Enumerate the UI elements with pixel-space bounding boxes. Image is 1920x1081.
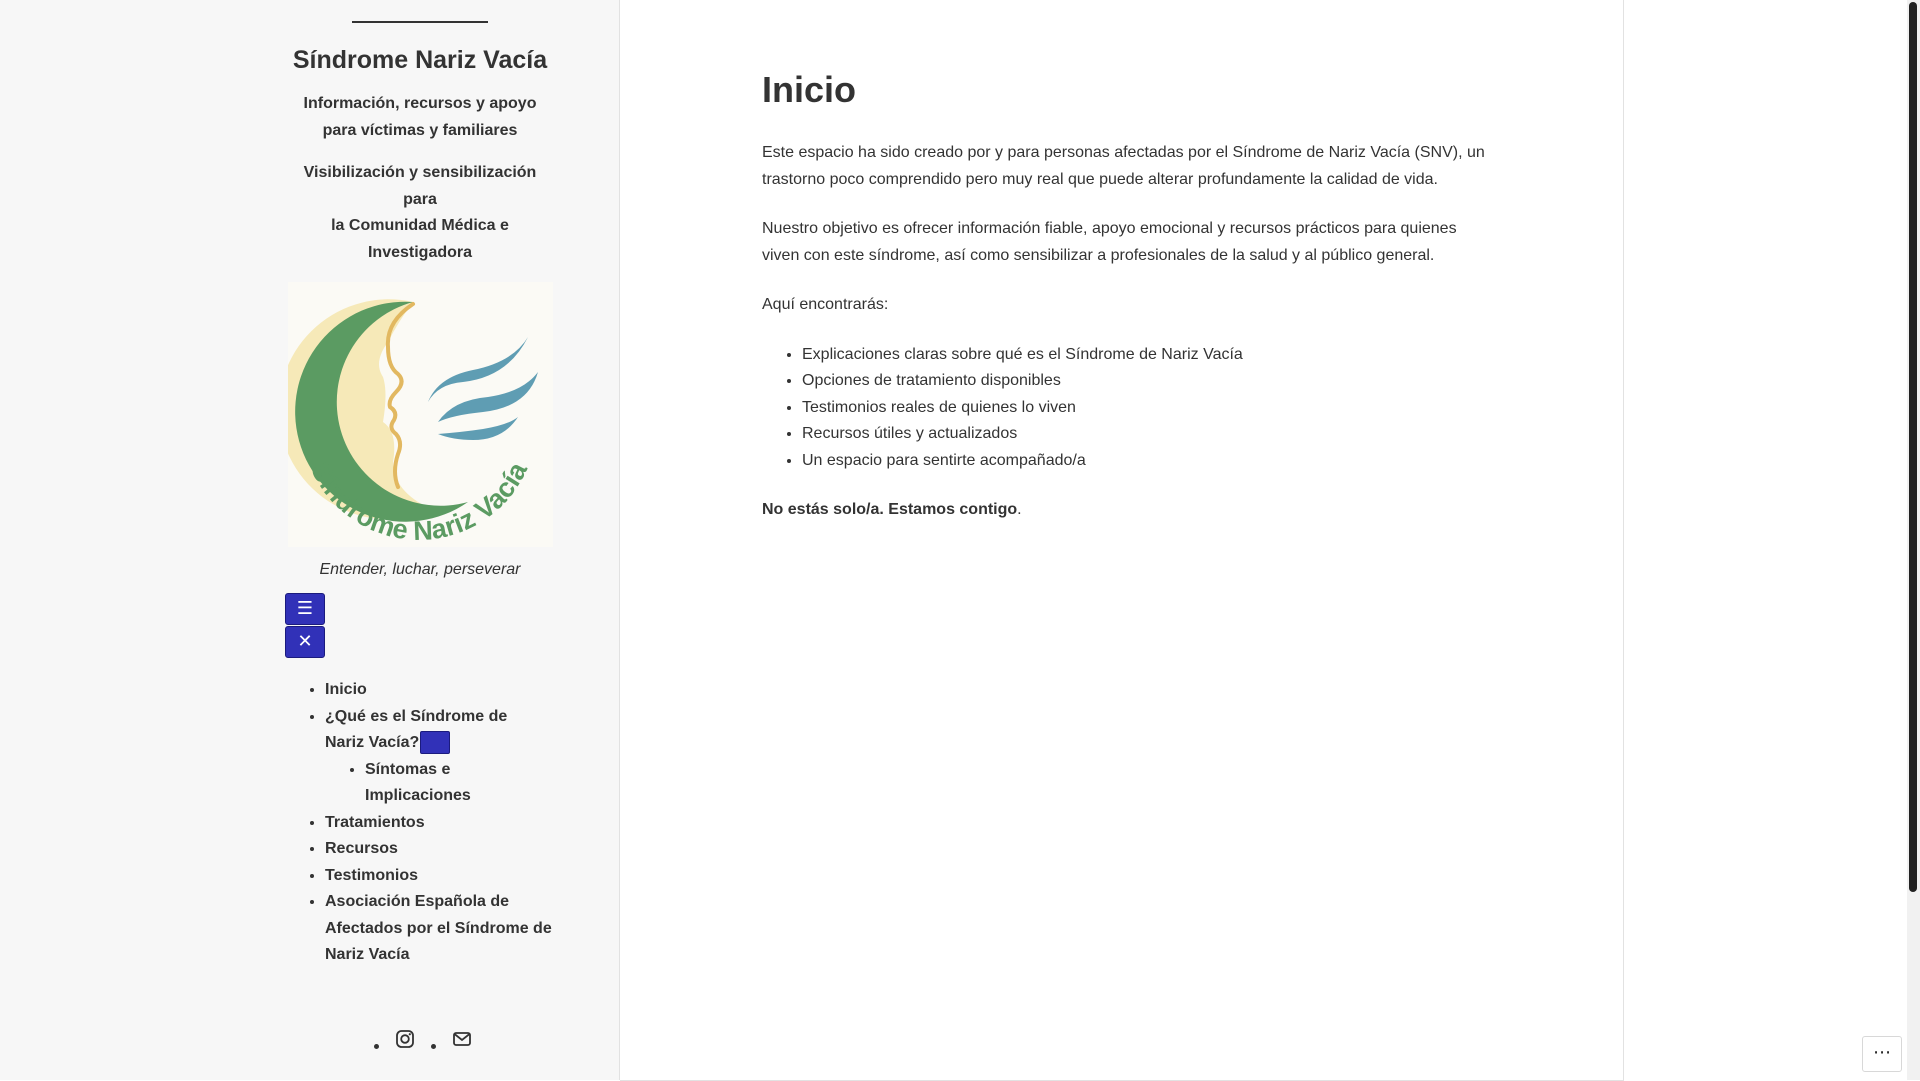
subtitle-line: Investigadora xyxy=(367,243,473,261)
closing-paragraph xyxy=(762,497,1492,524)
list-item: • Recursos útiles y actualizados xyxy=(802,421,1492,448)
site-subtitle xyxy=(285,160,555,266)
tagline-line: para víctimas y familiares xyxy=(322,122,518,139)
main-content xyxy=(620,0,1624,1081)
paragraph-line: viven con este síndrome, así como sensibilizar a profesionales de la salud y al público general. xyxy=(762,246,1435,264)
subtitle-line: la Comunidad Médica e xyxy=(331,217,509,234)
scrollbar-thumb[interactable] xyxy=(1909,2,1917,892)
site-logo[interactable] xyxy=(288,282,553,547)
mail-icon[interactable] xyxy=(452,1029,472,1054)
nav-item-recursos[interactable] xyxy=(325,836,565,863)
menu-buttons xyxy=(285,593,325,659)
list-item: • Explicaciones claras sobre qué es el Síndrome de Nariz Vacía xyxy=(802,342,1492,369)
nav-link-line: Implicaciones xyxy=(365,787,471,804)
closing-bold: No estás solo/a. Estamos contigo xyxy=(762,501,1018,519)
submenu-toggle-button[interactable] xyxy=(420,731,450,754)
nav-link[interactable] xyxy=(325,893,552,963)
nav-link-line: Nariz Vacía xyxy=(325,946,410,963)
page-title: Inicio xyxy=(762,69,857,110)
list-item: • Opciones de tratamiento disponibles xyxy=(802,368,1492,395)
nav-link-line: Nariz Vacía? xyxy=(325,734,420,751)
nav-link[interactable]: Inicio xyxy=(325,681,367,698)
paragraph-line: trastorno poco comprendido pero muy real que puede alterar profundamente la calidad de vida. xyxy=(762,170,1438,188)
intro-paragraph xyxy=(762,140,1492,193)
logo-text: Síndrome Nariz Vacía xyxy=(304,457,533,547)
paragraph-line: Nuestro objetivo es ofrecer información fiable, apoyo emocional y recursos prácticos para quienes xyxy=(762,220,1457,238)
nav-item-sintomas[interactable] xyxy=(365,757,565,810)
list-item: • Testimonios reales de quienes lo viven xyxy=(802,395,1492,422)
nav-link[interactable]: Testimonios xyxy=(325,866,419,884)
nav-item-testimonios[interactable] xyxy=(325,863,565,890)
site-title[interactable]: Síndrome Nariz Vacía xyxy=(292,46,548,74)
breath-flame xyxy=(438,417,518,440)
nav-item-inicio[interactable] xyxy=(325,677,565,704)
nav-link-line: ¿Qué es el Síndrome de xyxy=(325,707,508,725)
site-motto: Entender, luchar, perseverar xyxy=(319,561,521,578)
menu-open-button[interactable]: ☰ xyxy=(285,593,325,625)
nav-link[interactable] xyxy=(365,761,471,805)
menu-close-button[interactable]: ✕ xyxy=(285,626,325,658)
list-item: • Un espacio para sentirte acompañado/a xyxy=(802,448,1492,475)
subtitle-line: Visibilización y sensibilización para xyxy=(303,164,537,208)
nav-link[interactable]: Recursos xyxy=(325,840,398,857)
sidebar xyxy=(0,0,620,1080)
paragraph-line: Este espacio ha sido creado por y para personas afectadas por el Síndrome de Nariz Vacía (SNV), un xyxy=(762,144,1485,162)
nav-item-asociacion[interactable] xyxy=(325,889,565,969)
nav-item-que-es[interactable] xyxy=(325,704,565,810)
scrollbar[interactable] xyxy=(1907,0,1920,1080)
instagram-icon[interactable] xyxy=(395,1029,415,1054)
nav-link-line: Afectados por el Síndrome de xyxy=(325,919,552,937)
header-rule xyxy=(352,21,488,23)
logo-graphic xyxy=(288,282,553,547)
closing-tail: . xyxy=(1017,501,1022,519)
social-links xyxy=(370,1029,472,1054)
nav-link[interactable] xyxy=(325,708,507,752)
nav-link-line: Síntomas e xyxy=(365,760,451,778)
article xyxy=(762,0,1492,524)
nav-link[interactable]: Tratamientos xyxy=(325,813,425,831)
tagline-line: Información, recursos y apoyo xyxy=(303,95,537,112)
objective-paragraph xyxy=(762,216,1492,269)
list-bullet xyxy=(431,1044,436,1049)
site-header xyxy=(285,0,555,579)
features-list xyxy=(762,342,1492,475)
list-bullet xyxy=(374,1044,379,1049)
nav-link-line: Asociación Española de xyxy=(325,893,510,910)
site-tagline xyxy=(285,90,555,144)
list-intro: Aquí encontrarás: xyxy=(762,296,889,314)
more-options-button[interactable]: ⋯ xyxy=(1862,1036,1902,1072)
nav-item-tratamientos[interactable] xyxy=(325,810,565,837)
primary-nav xyxy=(285,677,565,969)
